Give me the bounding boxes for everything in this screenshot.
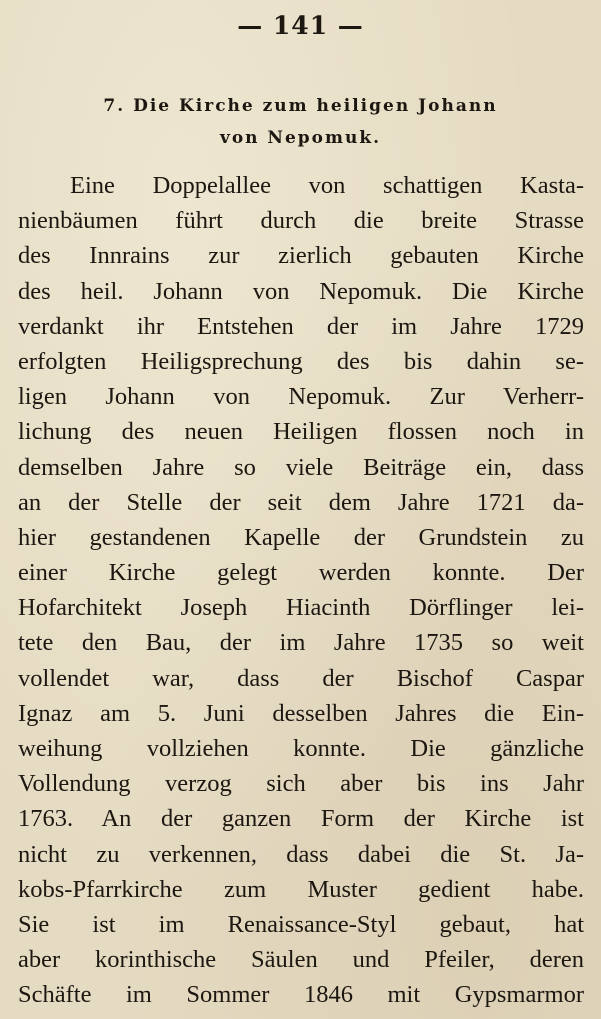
section-heading	[0, 90, 601, 154]
text-line: Sie ist im Renaissance-Styl gebaut, hat	[18, 910, 584, 938]
text-line: einer Kirche gelegt werden konnte. Der	[18, 559, 584, 587]
text-line: verdankt ihr Entstehen der im Jahre 1729	[18, 312, 584, 340]
heading-line: von Nepomuk.	[219, 128, 382, 148]
text-line: 1763. An der ganzen Form der Kirche ist	[18, 805, 584, 833]
text-line: an der Stelle der seit dem Jahre 1721 da-	[18, 488, 584, 516]
heading-line: 7. Die Kirche zum heiligen Johann	[103, 96, 498, 116]
text-line: Hofarchitekt Joseph Hiacinth Dörflinger lei-	[18, 594, 584, 622]
text-line: nienbäumen führt durch die breite Strasse	[18, 207, 584, 235]
text-line: hier gestandenen Kapelle der Grundstein zu	[18, 523, 584, 551]
text-line: Schäfte im Sommer 1846 mit Gypsmarmor	[18, 981, 584, 1009]
text-line: lichung des neuen Heiligen flossen noch in	[18, 418, 584, 446]
text-line: Vollendung verzog sich aber bis ins Jahr	[18, 770, 584, 798]
body-paragraph	[18, 168, 584, 1013]
text-line: des Innrains zur zierlich gebauten Kirche	[18, 242, 584, 270]
text-line: tete den Bau, der im Jahre 1735 so weit	[18, 629, 584, 657]
text-line: Ignaz am 5. Juni desselben Jahres die Ein-	[18, 699, 584, 727]
text-line: vollendet war, dass der Bischof Caspar	[18, 664, 584, 692]
text-line: demselben Jahre so viele Beiträge ein, dass	[18, 453, 584, 481]
text-line: des heil. Johann von Nepomuk. Die Kirche	[18, 277, 584, 305]
text-line: ligen Johann von Nepomuk. Zur Verherr-	[18, 383, 584, 411]
text-line: nicht zu verkennen, dass dabei die St. Ja-	[18, 840, 584, 868]
page-number: — 141 —	[237, 11, 364, 40]
text-line: Eine Doppelallee von schattigen Kasta-	[70, 172, 584, 199]
text-line: erfolgten Heiligsprechung des bis dahin se-	[18, 347, 584, 375]
text-line: kobs-Pfarrkirche zum Muster gedient habe.	[18, 875, 584, 903]
text-line: aber korinthische Säulen und Pfeiler, deren	[18, 946, 584, 974]
text-line: weihung vollziehen konnte. Die gänzliche	[18, 735, 584, 762]
